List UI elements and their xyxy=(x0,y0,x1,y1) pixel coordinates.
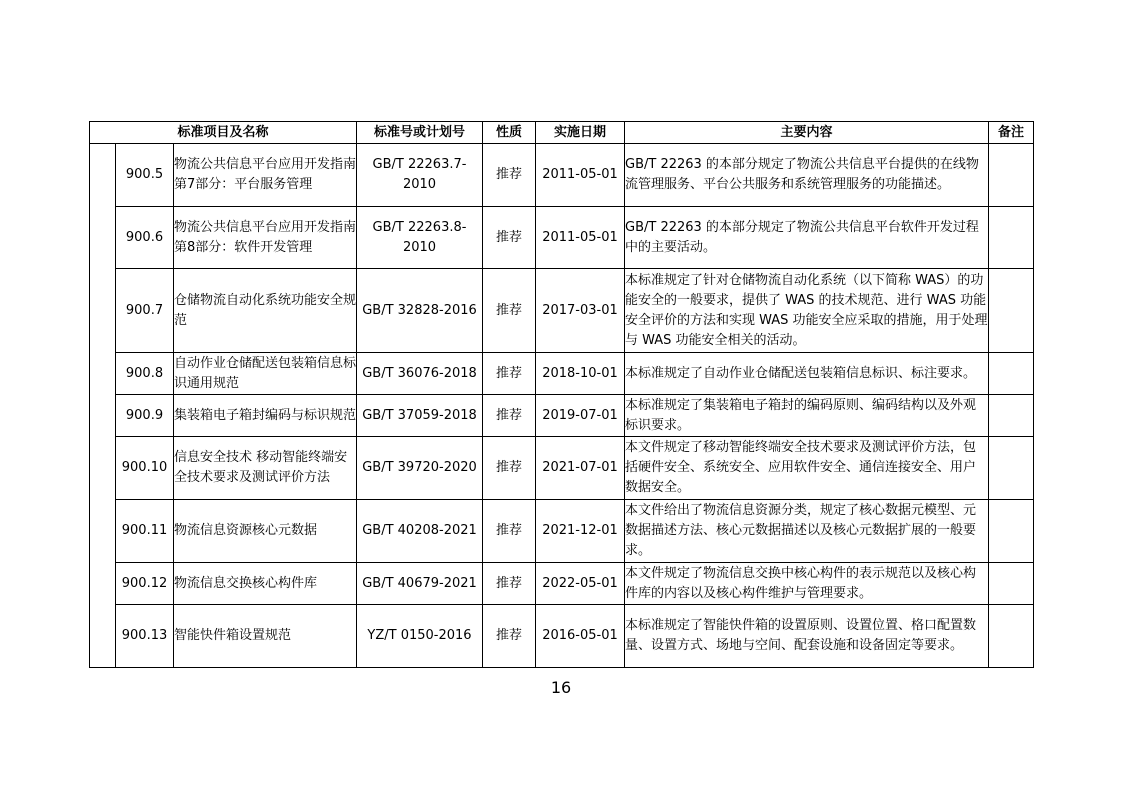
table-row xyxy=(90,269,1034,353)
row-date: 2022-05-01 xyxy=(536,563,625,605)
row-code: 900.13 xyxy=(116,605,174,668)
table-row xyxy=(90,500,1034,563)
row-name: 集装箱电子箱封编码与标识规范 xyxy=(174,395,357,437)
table-header-row xyxy=(90,122,1034,144)
row-number: GB/T 36076-2018 xyxy=(357,353,483,395)
row-remark xyxy=(989,269,1034,353)
header-remark: 备注 xyxy=(989,122,1034,144)
row-remark xyxy=(989,353,1034,395)
row-content: 本标准规定了自动作业仓储配送包装箱信息标识、标注要求。 xyxy=(625,353,989,395)
row-content: 本文件规定了移动智能终端安全技术要求及测试评价方法，包括硬件安全、系统安全、应用软件安全、通信连接安全、用户数据安全。 xyxy=(625,437,989,500)
row-number: GB/T 22263.8-2010 xyxy=(357,207,483,269)
table-row xyxy=(90,353,1034,395)
row-nature: 推荐 xyxy=(483,500,536,563)
row-number: YZ/T 0150-2016 xyxy=(357,605,483,668)
header-date: 实施日期 xyxy=(536,122,625,144)
row-number: GB/T 37059-2018 xyxy=(357,395,483,437)
row-content: GB/T 22263 的本部分规定了物流公共信息平台软件开发过程中的主要活动。 xyxy=(625,207,989,269)
row-code: 900.12 xyxy=(116,563,174,605)
row-date: 2021-07-01 xyxy=(536,437,625,500)
row-name: 仓储物流自动化系统功能安全规范 xyxy=(174,269,357,353)
row-content: 本标准规定了集装箱电子箱封的编码原则、编码结构以及外观标识要求。 xyxy=(625,395,989,437)
table-row xyxy=(90,563,1034,605)
row-content: 本标准规定了智能快件箱的设置原则、设置位置、格口配置数量、设置方式、场地与空间、配套设施和设备固定等要求。 xyxy=(625,605,989,668)
row-date: 2017-03-01 xyxy=(536,269,625,353)
row-content: 本文件规定了物流信息交换中核心构件的表示规范以及核心构件库的内容以及核心构件维护与管理要求。 xyxy=(625,563,989,605)
row-name: 信息安全技术 移动智能终端安全技术要求及测试评价方法 xyxy=(174,437,357,500)
group-column xyxy=(90,144,116,668)
row-name: 自动作业仓储配送包装箱信息标识通用规范 xyxy=(174,353,357,395)
row-nature: 推荐 xyxy=(483,269,536,353)
row-number: GB/T 40208-2021 xyxy=(357,500,483,563)
row-content: 本标准规定了针对仓储物流自动化系统（以下简称 WAS）的功能安全的一般要求，提供了 WAS 的技术规范、进行 WAS 功能安全评价的方法和实现 WAS 功能安全应采取的措施，用于处理与 WAS 功能安全相关的活动。 xyxy=(625,269,989,353)
table-row xyxy=(90,207,1034,269)
row-date: 2019-07-01 xyxy=(536,395,625,437)
row-name: 物流信息交换核心构件库 xyxy=(174,563,357,605)
row-number: GB/T 22263.7-2010 xyxy=(357,144,483,207)
row-number: GB/T 39720-2020 xyxy=(357,437,483,500)
row-content: GB/T 22263 的本部分规定了物流公共信息平台提供的在线物流管理服务、平台公共服务和系统管理服务的功能描述。 xyxy=(625,144,989,207)
table-row xyxy=(90,605,1034,668)
table-row xyxy=(90,395,1034,437)
row-remark xyxy=(989,500,1034,563)
header-name: 标准项目及名称 xyxy=(90,122,357,144)
row-code: 900.7 xyxy=(116,269,174,353)
row-remark xyxy=(989,144,1034,207)
row-date: 2018-10-01 xyxy=(536,353,625,395)
row-content: 本文件给出了物流信息资源分类，规定了核心数据元模型、元数据描述方法、核心元数据描述以及核心元数据扩展的一般要求。 xyxy=(625,500,989,563)
row-remark xyxy=(989,395,1034,437)
row-date: 2011-05-01 xyxy=(536,144,625,207)
row-remark xyxy=(989,563,1034,605)
header-content: 主要内容 xyxy=(625,122,989,144)
row-date: 2021-12-01 xyxy=(536,500,625,563)
row-nature: 推荐 xyxy=(483,144,536,207)
row-remark xyxy=(989,605,1034,668)
row-code: 900.8 xyxy=(116,353,174,395)
row-name: 物流公共信息平台应用开发指南 第8部分：软件开发管理 xyxy=(174,207,357,269)
row-code: 900.10 xyxy=(116,437,174,500)
row-date: 2011-05-01 xyxy=(536,207,625,269)
row-code: 900.6 xyxy=(116,207,174,269)
row-nature: 推荐 xyxy=(483,437,536,500)
row-number: GB/T 40679-2021 xyxy=(357,563,483,605)
row-name: 智能快件箱设置规范 xyxy=(174,605,357,668)
page-number: 16 xyxy=(550,678,572,697)
row-nature: 推荐 xyxy=(483,395,536,437)
standards-table xyxy=(89,121,1034,668)
row-nature: 推荐 xyxy=(483,353,536,395)
table-row xyxy=(90,437,1034,500)
row-code: 900.11 xyxy=(116,500,174,563)
row-code: 900.9 xyxy=(116,395,174,437)
row-code: 900.5 xyxy=(116,144,174,207)
row-nature: 推荐 xyxy=(483,563,536,605)
row-name: 物流公共信息平台应用开发指南 第7部分：平台服务管理 xyxy=(174,144,357,207)
row-number: GB/T 32828-2016 xyxy=(357,269,483,353)
row-remark xyxy=(989,207,1034,269)
row-name: 物流信息资源核心元数据 xyxy=(174,500,357,563)
header-number: 标准号或计划号 xyxy=(357,122,483,144)
row-date: 2016-05-01 xyxy=(536,605,625,668)
row-nature: 推荐 xyxy=(483,207,536,269)
header-nature: 性质 xyxy=(483,122,536,144)
row-nature: 推荐 xyxy=(483,605,536,668)
table-row xyxy=(90,144,1034,207)
row-remark xyxy=(989,437,1034,500)
